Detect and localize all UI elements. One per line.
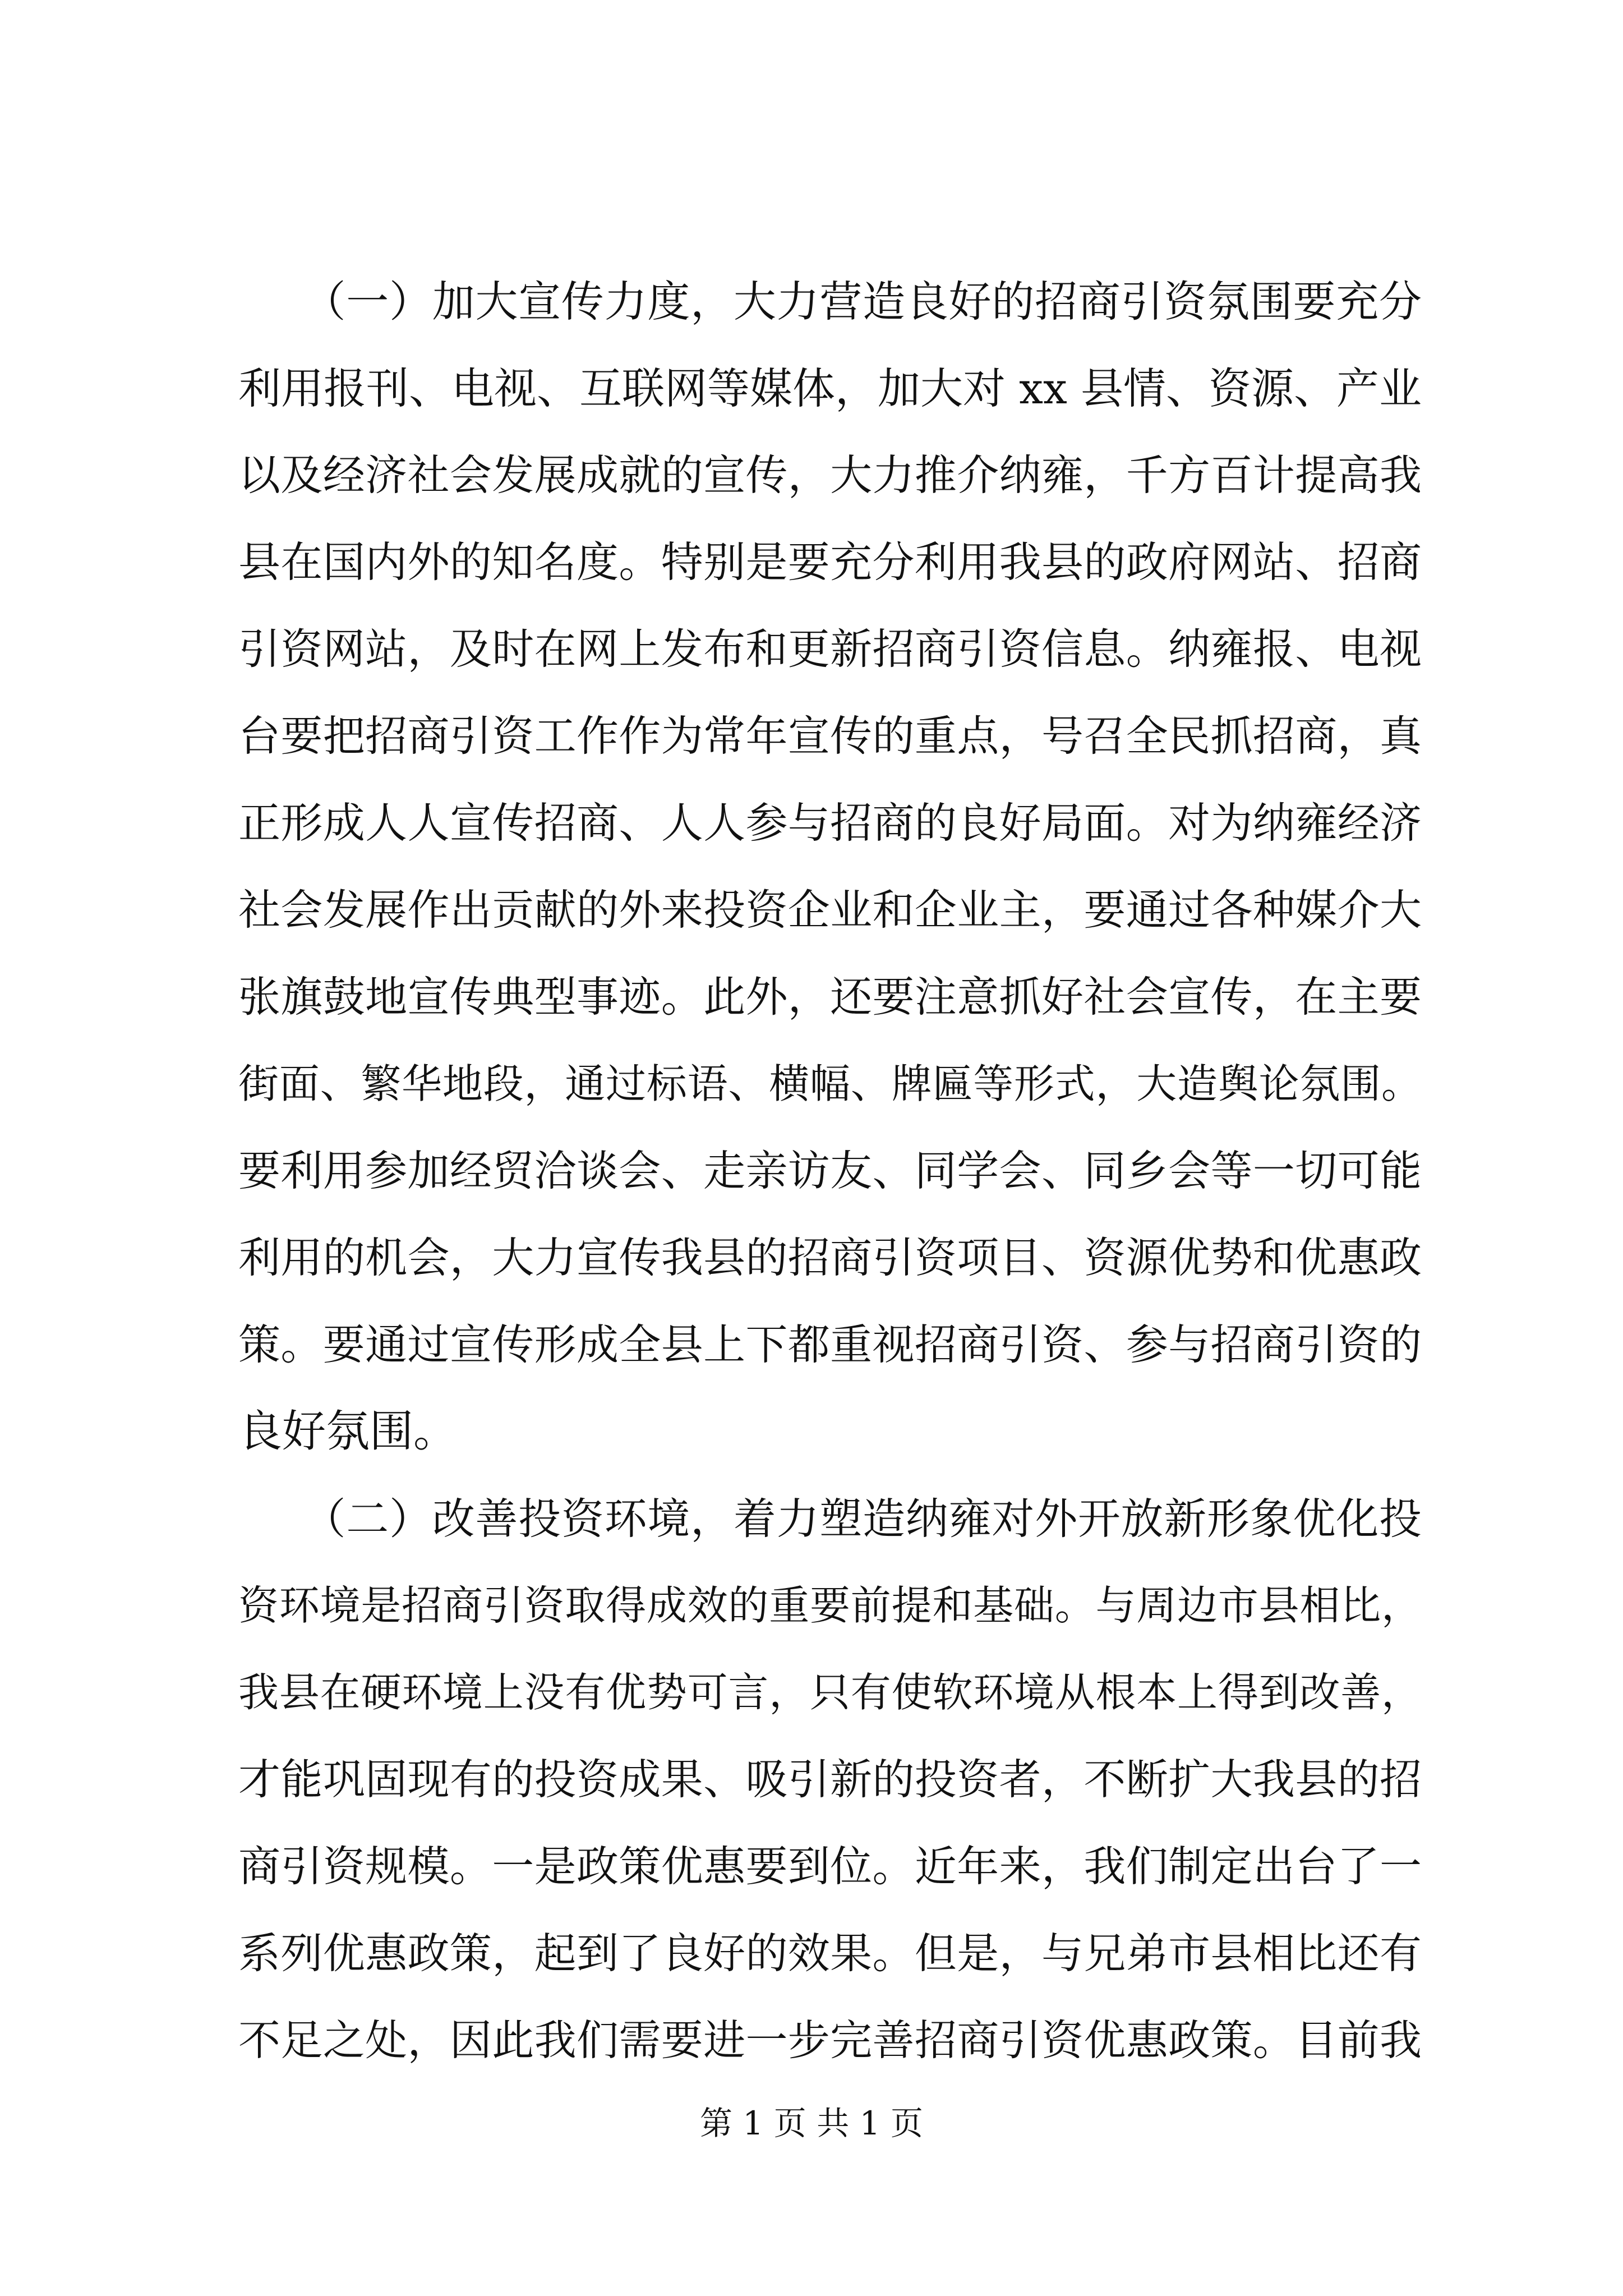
paragraph-1-line: 正形成人人宣传招商、人人参与招商的良好局面。对为纳雍经济 bbox=[238, 798, 1422, 848]
paragraph-1-line: 良好氛围。 bbox=[238, 1406, 458, 1457]
paragraph-2-line: 不足之处，因此我们需要进一步完善招商引资优惠政策。目前我 bbox=[238, 2016, 1422, 2065]
paragraph-1-line: 利用报刊、电视、互联网等媒体，加大对 xx 县情、资源、产业 bbox=[238, 364, 1422, 413]
paragraph-1-line: 社会发展作出贡献的外来投资企业和企业主，要通过各种媒介大 bbox=[238, 885, 1422, 935]
paragraph-1-line: 台要把招商引资工作作为常年宣传的重点，号召全民抓招商，真 bbox=[238, 711, 1422, 761]
paragraph-1-line: 县在国内外的知名度。特别是要充分利用我县的政府网站、招商 bbox=[238, 537, 1422, 587]
paragraph-1-line: 策。要通过宣传形成全县上下都重视招商引资、参与招商引资的 bbox=[238, 1320, 1422, 1369]
paragraph-2-line: 商引资规模。一是政策优惠要到位。近年来，我们制定出台了一 bbox=[238, 1842, 1422, 1891]
page-number-footer: 第 1 页 共 1 页 bbox=[700, 2104, 923, 2142]
paragraph-1-line: 街面、繁华地段，通过标语、横幅、牌匾等形式，大造舆论氛围。 bbox=[238, 1060, 1422, 1107]
paragraph-2-line: 我县在硬环境上没有优势可言，只有使软环境从根本上得到改善， bbox=[238, 1669, 1422, 1716]
document-body bbox=[238, 258, 1422, 2084]
paragraph-2-line: 资环境是招商引资取得成效的重要前提和基础。与周边市县相比， bbox=[238, 1582, 1422, 1629]
paragraph-1-line: （一）加大宣传力度，大力营造良好的招商引资氛围要充分 bbox=[238, 277, 1422, 326]
paragraph-2-line: （二）改善投资环境，着力塑造纳雍对外开放新形象优化投 bbox=[238, 1494, 1422, 1544]
paragraph-1-line: 要利用参加经贸洽谈会、走亲访友、同学会、同乡会等一切可能 bbox=[238, 1146, 1422, 1195]
paragraph-2-line: 才能巩固现有的投资成果、吸引新的投资者，不断扩大我县的招 bbox=[238, 1755, 1422, 1804]
paragraph-1-line: 张旗鼓地宣传典型事迹。此外，还要注意抓好社会宣传，在主要 bbox=[238, 972, 1422, 1022]
paragraph-1-line: 引资网站，及时在网上发布和更新招商引资信息。纳雍报、电视 bbox=[238, 624, 1422, 674]
paragraph-1-line: 利用的机会，大力宣传我县的招商引资项目、资源优势和优惠政 bbox=[238, 1233, 1422, 1282]
paragraph-2-line: 系列优惠政策，起到了良好的效果。但是，与兄弟市县相比还有 bbox=[238, 1929, 1422, 1978]
paragraph-1-line: 以及经济社会发展成就的宣传，大力推介纳雍，千方百计提高我 bbox=[238, 450, 1422, 500]
